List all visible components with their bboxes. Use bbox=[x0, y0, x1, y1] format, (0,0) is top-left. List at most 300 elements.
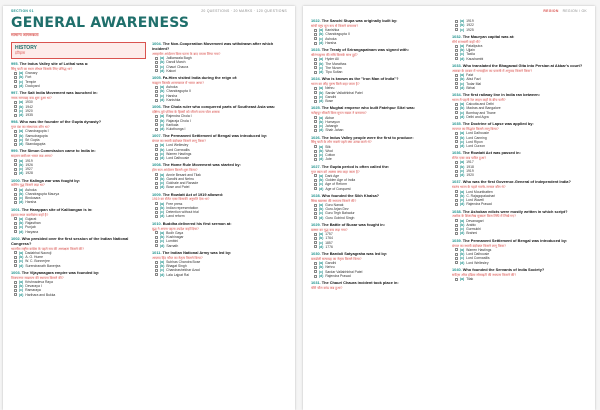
answer-option[interactable] bbox=[14, 171, 146, 175]
checkbox-icon[interactable] bbox=[14, 251, 17, 254]
answer-option[interactable] bbox=[14, 230, 146, 234]
checkbox-icon[interactable] bbox=[155, 261, 158, 264]
question-text-hindi: बंगाल का स्थायी बंदोबस्त किसने लागू किया? bbox=[452, 243, 507, 248]
question-text: The Home Rule Movement was started by: bbox=[162, 162, 241, 168]
checkbox-icon[interactable] bbox=[314, 204, 317, 207]
option-letter: (b) bbox=[319, 32, 324, 37]
checkbox-icon[interactable] bbox=[14, 230, 17, 233]
question-text: The Simon Commission came to India in: bbox=[19, 148, 96, 154]
question-text: The Mughal emperor who built Fatehpur Sikri was: bbox=[321, 105, 416, 111]
checkbox-icon[interactable] bbox=[455, 140, 458, 143]
option-text: Wool bbox=[325, 148, 334, 153]
option-letter: (d) bbox=[19, 229, 24, 234]
checkbox-icon[interactable] bbox=[314, 62, 317, 65]
option-letter: (a) bbox=[160, 85, 165, 90]
option-letter: (d) bbox=[19, 171, 24, 176]
option-letter: (d) bbox=[319, 128, 324, 133]
option-letter: (b) bbox=[160, 176, 165, 181]
option-letter: (c) bbox=[319, 153, 324, 158]
option-text: Delhi and Agra bbox=[466, 114, 489, 119]
question-text: The Salt India Movement was launched in: bbox=[19, 90, 98, 96]
section-title: HISTORY bbox=[15, 45, 37, 51]
checkbox-icon[interactable] bbox=[155, 94, 158, 97]
checkbox-icon[interactable] bbox=[14, 109, 17, 112]
checkbox-icon[interactable] bbox=[314, 29, 317, 32]
checkbox-icon[interactable] bbox=[14, 188, 17, 191]
checkbox-icon[interactable] bbox=[314, 174, 317, 177]
answer-option[interactable] bbox=[455, 86, 587, 90]
answer-option[interactable] bbox=[455, 144, 587, 148]
checkbox-icon[interactable] bbox=[314, 275, 317, 278]
question-item bbox=[452, 122, 587, 148]
page-title: GENERAL AWARENESS bbox=[11, 15, 190, 31]
option-text: Pataliputra bbox=[466, 43, 483, 48]
checkbox-icon[interactable] bbox=[14, 72, 17, 75]
checkbox-icon[interactable] bbox=[314, 87, 317, 90]
checkbox-icon[interactable] bbox=[155, 123, 158, 126]
option-text: 1928 bbox=[25, 171, 33, 176]
checkbox-icon[interactable] bbox=[14, 197, 17, 200]
question-text: The Ashokan edicts were mostly written in which script? bbox=[462, 208, 568, 214]
checkbox-icon[interactable] bbox=[14, 226, 17, 229]
answer-option[interactable] bbox=[455, 57, 587, 61]
checkbox-icon[interactable] bbox=[14, 264, 17, 267]
checkbox-icon[interactable] bbox=[155, 177, 158, 180]
question-item bbox=[311, 136, 446, 162]
option-letter: (d) bbox=[160, 156, 165, 161]
question-text: The Kalinga war was fought by: bbox=[21, 177, 81, 183]
option-text: Harsha bbox=[166, 93, 178, 98]
option-letter: (c) bbox=[19, 196, 24, 201]
option-letter: (a) bbox=[19, 71, 24, 76]
option-text: Birbal bbox=[466, 85, 476, 90]
checkbox-icon[interactable] bbox=[155, 90, 158, 93]
option-letter: (c) bbox=[19, 167, 24, 171]
option-text: Lord Ripon bbox=[466, 139, 483, 144]
question-number: 1028. bbox=[311, 192, 321, 198]
checkbox-icon[interactable] bbox=[314, 150, 317, 153]
checkbox-icon[interactable] bbox=[155, 61, 158, 64]
option-text: Bindusara bbox=[25, 196, 41, 201]
option-letter: (a) bbox=[460, 160, 465, 165]
checkbox-icon[interactable] bbox=[455, 199, 458, 202]
question-item bbox=[152, 134, 287, 160]
option-text: Kaushambi bbox=[466, 56, 484, 61]
option-text: Ashoka bbox=[25, 187, 37, 192]
checkbox-icon[interactable] bbox=[455, 49, 458, 52]
answer-option[interactable] bbox=[314, 41, 446, 45]
answer-option[interactable] bbox=[314, 187, 446, 191]
checkbox-icon[interactable] bbox=[455, 190, 458, 193]
option-letter: (d) bbox=[19, 83, 24, 88]
question-number: 1002. bbox=[11, 235, 21, 241]
checkbox-icon[interactable] bbox=[14, 168, 17, 171]
question-item bbox=[11, 149, 146, 175]
checkbox-icon[interactable] bbox=[14, 293, 17, 296]
checkbox-icon[interactable] bbox=[14, 130, 17, 133]
option-text: Dark Age bbox=[325, 173, 340, 178]
option-text: Lord Canning bbox=[466, 135, 487, 140]
answer-option[interactable] bbox=[155, 214, 287, 218]
answer-option[interactable] bbox=[155, 69, 287, 73]
question-number: 1029. bbox=[311, 221, 321, 227]
checkbox-icon[interactable] bbox=[455, 174, 458, 177]
answer-option[interactable] bbox=[155, 244, 287, 248]
option-letter: (c) bbox=[460, 110, 465, 115]
checkbox-icon[interactable] bbox=[14, 105, 17, 108]
checkbox-icon[interactable] bbox=[314, 187, 317, 190]
checkbox-icon[interactable] bbox=[314, 183, 317, 186]
checkbox-icon[interactable] bbox=[155, 269, 158, 272]
option-letter: (a) bbox=[319, 144, 324, 149]
option-letter: (c) bbox=[160, 239, 165, 244]
checkbox-icon[interactable] bbox=[455, 161, 458, 164]
answer-option[interactable] bbox=[314, 216, 446, 220]
option-letter: (c) bbox=[319, 211, 324, 216]
option-text: Warren Hastings bbox=[166, 151, 192, 156]
checkbox-icon[interactable] bbox=[155, 69, 158, 72]
checkbox-icon[interactable] bbox=[455, 228, 458, 231]
checkbox-icon[interactable] bbox=[155, 153, 158, 156]
checkbox-icon[interactable] bbox=[455, 170, 458, 173]
checkbox-icon[interactable] bbox=[14, 85, 17, 88]
question-number: 1011. bbox=[152, 249, 162, 255]
question-text-hindi: सिंधु घाटी के लोग सबसे पहले क्या उत्पन्न करते थे? bbox=[311, 140, 372, 145]
option-letter: (d) bbox=[19, 142, 24, 147]
question-text-hindi: गुप्त वंश का संस्थापक कौन था? bbox=[11, 125, 50, 130]
option-text: Karikala bbox=[166, 122, 179, 127]
checkbox-icon[interactable] bbox=[455, 132, 458, 135]
question-item bbox=[311, 165, 446, 191]
checkbox-icon[interactable] bbox=[314, 154, 317, 157]
checkbox-icon[interactable] bbox=[155, 186, 158, 189]
question-text: Who founded the Servants of India Society? bbox=[462, 266, 545, 272]
checkbox-icon[interactable] bbox=[455, 248, 458, 251]
option-text: 1857 bbox=[325, 240, 333, 245]
answer-option[interactable] bbox=[455, 231, 587, 235]
checkbox-icon[interactable] bbox=[455, 261, 458, 264]
checkbox-icon[interactable] bbox=[14, 256, 17, 259]
answer-option[interactable] bbox=[14, 200, 146, 204]
answer-option[interactable] bbox=[455, 261, 587, 265]
option-letter: (d) bbox=[160, 243, 165, 248]
option-text: Abul Fazl bbox=[466, 77, 481, 82]
question-text-hindi: फाह्यान किसके शासनकाल में भारत आया? bbox=[152, 80, 204, 85]
option-text: 1919 bbox=[25, 158, 33, 163]
option-text: Akbar bbox=[325, 115, 335, 120]
checkbox-icon[interactable] bbox=[314, 33, 317, 36]
checkbox-icon[interactable] bbox=[155, 65, 158, 68]
question-text: The Rowlatt Act of 1919 allowed: bbox=[162, 191, 224, 197]
checkbox-icon[interactable] bbox=[14, 281, 17, 284]
checkbox-icon[interactable] bbox=[314, 179, 317, 182]
checkbox-icon[interactable] bbox=[314, 125, 317, 128]
checkbox-icon[interactable] bbox=[455, 82, 458, 85]
option-text: Fort bbox=[25, 75, 32, 80]
checkbox-icon[interactable] bbox=[155, 182, 158, 185]
option-letter: (b) bbox=[460, 164, 465, 169]
option-text: Devanagari bbox=[466, 218, 484, 223]
checkbox-icon[interactable] bbox=[155, 86, 158, 89]
question-number: 1004. bbox=[152, 42, 162, 46]
checkbox-icon[interactable] bbox=[14, 80, 17, 83]
option-letter: (a) bbox=[19, 129, 24, 134]
checkbox-icon[interactable] bbox=[455, 53, 458, 56]
option-text: Hyder Ali bbox=[325, 57, 339, 62]
question-item bbox=[152, 222, 287, 248]
checkbox-icon[interactable] bbox=[314, 241, 317, 244]
option-text: Kushinagar bbox=[166, 235, 184, 239]
checkbox-icon[interactable] bbox=[155, 148, 158, 151]
option-letter: (d) bbox=[319, 186, 324, 191]
checkbox-icon[interactable] bbox=[314, 158, 317, 161]
checkbox-icon[interactable] bbox=[455, 86, 458, 89]
question-text-hindi: सर्वेंट्स ऑफ इंडिया सोसाइटी की स्थापना किसने की? bbox=[452, 272, 517, 277]
checkbox-icon[interactable] bbox=[14, 101, 17, 104]
option-text: Lord Cornwallis bbox=[166, 147, 190, 152]
question-item bbox=[452, 151, 587, 177]
question-text: The Indus Valley site of Lothal was a: bbox=[19, 61, 89, 66]
answer-option[interactable] bbox=[455, 28, 587, 32]
checkbox-icon[interactable] bbox=[314, 237, 317, 240]
option-text: 1927 bbox=[25, 167, 33, 171]
checkbox-icon[interactable] bbox=[14, 172, 17, 175]
checkbox-icon[interactable] bbox=[155, 128, 158, 131]
answer-option[interactable] bbox=[155, 273, 287, 277]
answer-option[interactable] bbox=[314, 245, 446, 249]
checkbox-icon[interactable] bbox=[155, 265, 158, 268]
checkbox-icon[interactable] bbox=[14, 260, 17, 263]
question-text-hindi: असहयोग आंदोलन किस घटना के बाद वापस लिया गया? bbox=[152, 51, 221, 56]
answer-option[interactable] bbox=[155, 98, 287, 102]
answer-option[interactable] bbox=[455, 115, 587, 119]
option-letter: (a) bbox=[19, 279, 24, 284]
checkbox-icon[interactable] bbox=[455, 74, 458, 77]
option-text: Bhagat Singh bbox=[166, 264, 187, 269]
option-text: Rajendra Prasad bbox=[466, 202, 492, 207]
question-column-3 bbox=[311, 19, 446, 290]
option-letter: (a) bbox=[460, 247, 465, 252]
checkbox-icon[interactable] bbox=[14, 289, 17, 292]
option-letter: (d) bbox=[160, 127, 165, 131]
checkbox-icon[interactable] bbox=[155, 144, 158, 147]
checkbox-icon[interactable] bbox=[14, 114, 17, 117]
checkbox-icon[interactable] bbox=[314, 42, 317, 45]
checkbox-icon[interactable] bbox=[455, 257, 458, 260]
checkbox-icon[interactable] bbox=[314, 208, 317, 211]
question-text-hindi: विजयनगर साम्राज्य की स्थापना किसने की? bbox=[11, 275, 64, 280]
checkbox-icon[interactable] bbox=[455, 20, 458, 23]
question-item bbox=[452, 19, 587, 32]
checkbox-icon[interactable] bbox=[455, 28, 458, 31]
checkbox-icon[interactable] bbox=[314, 129, 317, 132]
checkbox-icon[interactable] bbox=[155, 57, 158, 60]
question-text-hindi: फतेहपुर सीकरी किस मुगल सम्राट ने बनवाया? bbox=[311, 111, 367, 116]
checkbox-icon[interactable] bbox=[314, 262, 317, 265]
answer-option[interactable] bbox=[155, 185, 287, 189]
checkbox-icon[interactable] bbox=[455, 232, 458, 235]
checkbox-icon[interactable] bbox=[314, 91, 317, 94]
checkbox-icon[interactable] bbox=[455, 145, 458, 148]
checkbox-icon[interactable] bbox=[14, 76, 17, 79]
answer-option[interactable] bbox=[455, 202, 587, 206]
question-text-hindi: अकबर के दरबार में भगवद्गीता का फ़ारसी में अनुवाद किसने किया? bbox=[452, 68, 533, 73]
checkbox-icon[interactable] bbox=[455, 136, 458, 139]
option-letter: (c) bbox=[319, 36, 324, 41]
answer-option[interactable] bbox=[155, 156, 287, 160]
checkbox-icon[interactable] bbox=[155, 215, 158, 218]
option-text: C. Rajagopalachari bbox=[466, 193, 496, 198]
question-text: Who founded the Sikh Khalsa? bbox=[321, 192, 380, 198]
question-item bbox=[452, 93, 587, 119]
checkbox-icon[interactable] bbox=[155, 240, 158, 243]
answer-option[interactable] bbox=[14, 264, 146, 268]
answer-option[interactable] bbox=[314, 157, 446, 161]
option-letter: (d) bbox=[160, 214, 165, 219]
option-text: Surendranath Banerjea bbox=[25, 263, 61, 268]
section-code: SECTION 01 bbox=[11, 8, 34, 13]
checkbox-icon[interactable] bbox=[314, 37, 317, 40]
question-item bbox=[11, 208, 146, 234]
question-text: The Battle of Buxar was fought in: bbox=[321, 221, 385, 227]
option-text: Sardar Vallabhbhai Patel bbox=[325, 90, 363, 95]
checkbox-icon[interactable] bbox=[455, 57, 458, 60]
checkbox-icon[interactable] bbox=[155, 202, 158, 205]
option-text: Bose bbox=[325, 99, 334, 104]
option-text: 1919 bbox=[466, 168, 474, 173]
option-text: Lord Mountbatten bbox=[466, 189, 493, 194]
question-number: 1001. bbox=[11, 206, 21, 212]
checkbox-icon[interactable] bbox=[455, 253, 458, 256]
checkbox-icon[interactable] bbox=[14, 217, 17, 220]
question-text: The Doctrine of Lapse was applied by: bbox=[462, 121, 534, 127]
question-number: 1038. bbox=[452, 208, 462, 214]
option-text: Chauri Chaura bbox=[166, 64, 189, 69]
answer-option[interactable] bbox=[314, 99, 446, 103]
checkbox-icon[interactable] bbox=[155, 273, 158, 276]
checkbox-icon[interactable] bbox=[314, 120, 317, 123]
checkbox-icon[interactable] bbox=[155, 173, 158, 176]
checkbox-icon[interactable] bbox=[14, 193, 17, 196]
checkbox-icon[interactable] bbox=[155, 115, 158, 118]
question-item bbox=[11, 91, 146, 117]
option-text: Warren Hastings bbox=[466, 247, 492, 252]
checkbox-icon[interactable] bbox=[455, 103, 458, 106]
checkbox-icon[interactable] bbox=[314, 96, 317, 99]
question-text: Who translated the Bhagavad Gita into Persian at Akbar's court? bbox=[462, 62, 583, 68]
question-number: 1003. bbox=[11, 269, 21, 275]
option-letter: (a) bbox=[460, 218, 465, 223]
answer-option[interactable] bbox=[314, 274, 446, 278]
answer-option[interactable] bbox=[314, 128, 446, 132]
checkbox-icon[interactable] bbox=[155, 119, 158, 122]
checkbox-icon[interactable] bbox=[455, 165, 458, 168]
option-text: Lord Wavell bbox=[466, 198, 484, 202]
checkbox-icon[interactable] bbox=[314, 216, 317, 219]
checkbox-icon[interactable] bbox=[14, 159, 17, 162]
checkbox-icon[interactable] bbox=[455, 219, 458, 222]
checkbox-icon[interactable] bbox=[314, 270, 317, 273]
checkbox-icon[interactable] bbox=[314, 116, 317, 119]
question-item bbox=[11, 120, 146, 146]
checkbox-icon[interactable] bbox=[314, 266, 317, 269]
option-text: Lord Wellesley bbox=[166, 143, 189, 148]
checkbox-icon[interactable] bbox=[455, 24, 458, 27]
answer-option[interactable] bbox=[314, 70, 446, 74]
checkbox-icon[interactable] bbox=[314, 145, 317, 148]
question-item bbox=[152, 193, 287, 219]
checkbox-icon[interactable] bbox=[155, 99, 158, 102]
option-text: Jallianwala Bagh bbox=[166, 56, 192, 60]
answer-option[interactable] bbox=[455, 277, 587, 281]
checkbox-icon[interactable] bbox=[455, 194, 458, 197]
checkbox-icon[interactable] bbox=[155, 244, 158, 247]
answer-option[interactable] bbox=[14, 84, 146, 88]
checkbox-icon[interactable] bbox=[314, 233, 317, 236]
option-letter: (d) bbox=[19, 200, 24, 205]
checkbox-icon[interactable] bbox=[155, 211, 158, 214]
answer-option[interactable] bbox=[155, 127, 287, 131]
checkbox-icon[interactable] bbox=[14, 285, 17, 288]
answer-option[interactable] bbox=[14, 113, 146, 117]
checkbox-icon[interactable] bbox=[314, 66, 317, 69]
question-number: 1000. bbox=[11, 177, 21, 183]
checkbox-icon[interactable] bbox=[455, 116, 458, 119]
option-letter: (b) bbox=[319, 207, 324, 212]
checkbox-icon[interactable] bbox=[155, 236, 158, 239]
option-text: Gandhi bbox=[325, 94, 337, 99]
option-text: Dadabhai Naoroji bbox=[25, 250, 52, 255]
checkbox-icon[interactable] bbox=[314, 212, 317, 215]
question-text: Fa-Hien visited India during the reign of: bbox=[162, 75, 238, 80]
checkbox-icon[interactable] bbox=[155, 207, 158, 210]
checkbox-icon[interactable] bbox=[14, 143, 17, 146]
answer-option[interactable] bbox=[455, 173, 587, 177]
option-text: Nehru bbox=[325, 86, 335, 91]
checkbox-icon[interactable] bbox=[314, 58, 317, 61]
option-letter: (b) bbox=[460, 23, 465, 28]
checkbox-icon[interactable] bbox=[14, 134, 17, 137]
checkbox-icon[interactable] bbox=[455, 224, 458, 227]
question-text: The Indian National Army was led by: bbox=[162, 249, 232, 255]
question-text: The Mauryan capital was at: bbox=[462, 33, 515, 39]
checkbox-icon[interactable] bbox=[455, 107, 458, 110]
question-item bbox=[152, 76, 287, 102]
answer-option[interactable] bbox=[14, 142, 146, 146]
checkbox-icon[interactable] bbox=[14, 163, 17, 166]
option-letter: (d) bbox=[19, 113, 24, 117]
checkbox-icon[interactable] bbox=[14, 139, 17, 142]
checkbox-icon[interactable] bbox=[314, 245, 317, 248]
answer-option[interactable] bbox=[14, 293, 146, 297]
option-letter: (d) bbox=[160, 68, 165, 73]
checkbox-icon[interactable] bbox=[455, 111, 458, 114]
checkbox-icon[interactable] bbox=[455, 45, 458, 48]
checkbox-icon[interactable] bbox=[455, 278, 458, 281]
checkbox-icon[interactable] bbox=[155, 157, 158, 160]
checkbox-icon[interactable] bbox=[14, 201, 17, 204]
question-number: 1032. bbox=[452, 33, 462, 39]
checkbox-icon[interactable] bbox=[314, 71, 317, 74]
checkbox-icon[interactable] bbox=[455, 78, 458, 81]
question-text: The Chola ruler who conquered parts of Southeast Asia was: bbox=[162, 104, 276, 110]
checkbox-icon[interactable] bbox=[314, 100, 317, 103]
checkbox-icon[interactable] bbox=[14, 222, 17, 225]
option-letter: (c) bbox=[460, 198, 465, 202]
checkbox-icon[interactable] bbox=[455, 203, 458, 206]
option-letter: (b) bbox=[19, 191, 24, 196]
checkbox-icon[interactable] bbox=[155, 231, 158, 234]
